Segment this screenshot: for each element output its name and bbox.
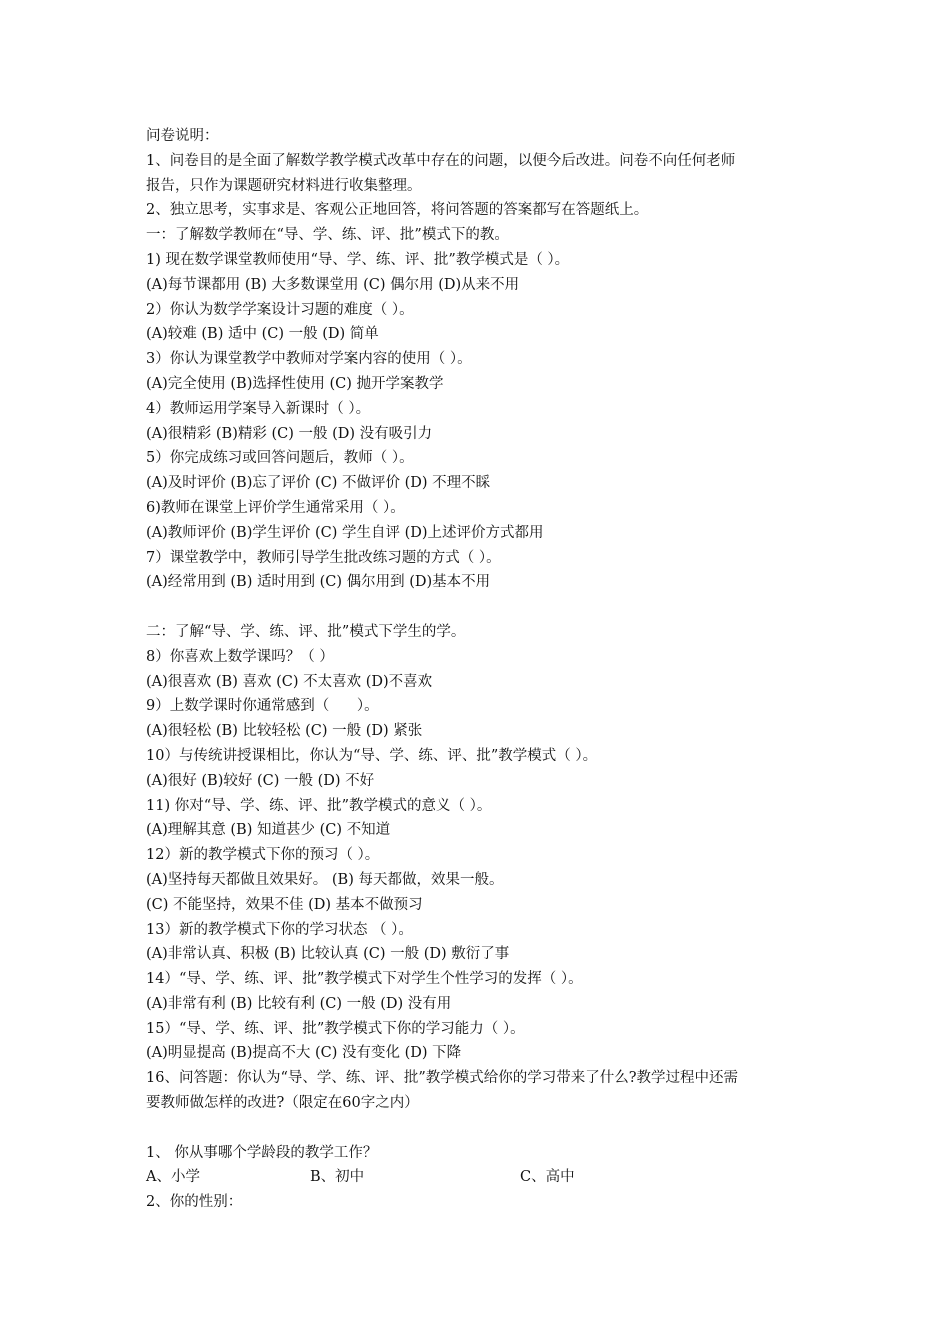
option-primary: A、小学	[146, 1169, 200, 1186]
question-line: 6)教师在课堂上评价学生通常采用（ ）。	[146, 499, 405, 516]
question-line: 8）你喜欢上数学课吗？（ ）	[146, 648, 334, 665]
question-line: 13）新的教学模式下你的学习状态 （ ）。	[146, 921, 413, 938]
option-junior: B、初中	[310, 1169, 365, 1186]
question-line: 12）新的教学模式下你的预习（ ）。	[146, 847, 380, 864]
options-line: (A)每节课都用 (B) 大多数课堂用 (C) 偶尔用 (D)从来不用	[146, 276, 520, 293]
options-line: (A)完全使用 (B)选择性使用 (C) 抛开学案教学	[146, 375, 444, 392]
question-line: 4）教师运用学案导入新课时（ ）。	[146, 400, 371, 417]
blank-line	[146, 595, 826, 620]
section1-title: 一：了解数学教师在“导、学、练、评、批”模式下的教。	[146, 227, 509, 244]
options-line: (A)教师评价 (B)学生评价 (C) 学生自评 (D)上述评价方式都用	[146, 524, 544, 541]
options-line: (A)非常有利 (B) 比较有利 (C) 一般 (D) 没有用	[146, 995, 452, 1012]
question-line: 1) 现在数学课堂教师使用“导、学、练、评、批”教学模式是（ ）。	[146, 251, 570, 268]
intro-line: 1、问卷目的是全面了解数学教学模式改革中存在的问题，以便今后改进。问卷不向任何老师	[146, 152, 736, 169]
intro-heading: 问卷说明：	[146, 128, 219, 144]
question-line: 10）与传统讲授课相比，你认为“导、学、练、评、批”教学模式（ ）。	[146, 747, 598, 764]
section2-title: 二：了解“导、学、练、评、批”模式下学生的学。	[146, 623, 466, 640]
intro-line: 报告，只作为课题研究材料进行收集整理。	[146, 177, 422, 194]
open-question-line: 要教师做怎样的改进?（限定在60字之内）	[146, 1095, 419, 1112]
options-line: (A)较难 (B) 适中 (C) 一般 (D) 简单	[146, 326, 379, 343]
options-line: (A)明显提高 (B)提高不大 (C) 没有变化 (D) 下降	[146, 1045, 462, 1062]
question-line: 11) 你对“导、学、练、评、批”教学模式的意义（ ）。	[146, 797, 492, 814]
question-line: 5）你完成练习或回答问题后，教师（ ）。	[146, 450, 414, 467]
question-line: 14）“导、学、练、评、批”教学模式下对学生个性学习的发挥（ ）。	[146, 971, 583, 988]
question-line: 2）你认为数学学案设计习题的难度（ ）。	[146, 301, 414, 318]
intro-line: 2、独立思考，实事求是、客观公正地回答，将问答题的答案都写在答题纸上。	[146, 202, 649, 219]
option-senior: C、高中	[520, 1169, 575, 1186]
open-question-line: 16、问答题：你认为“导、学、练、评、批”教学模式给你的学习带来了什么?教学过程中还需	[146, 1070, 739, 1087]
blank-line	[146, 1116, 826, 1141]
options-line: (A)理解其意 (B) 知道甚少 (C) 不知道	[146, 822, 391, 839]
question-line: 3）你认为课堂教学中教师对学案内容的使用（ ）。	[146, 351, 472, 368]
options-line: (A)经常用到 (B) 适时用到 (C) 偶尔用到 (D)基本不用	[146, 574, 491, 591]
options-line: (A)很喜欢 (B) 喜欢 (C) 不太喜欢 (D)不喜欢	[146, 673, 433, 690]
options-line: (A)坚持每天都做且效果好。 (B) 每天都做，效果一般。	[146, 871, 504, 888]
teacher-question: 2、你的性别：	[146, 1194, 243, 1211]
school-level-options	[146, 1165, 826, 1190]
question-line: 9）上数学课时你通常感到（ ）。	[146, 698, 379, 715]
options-line: (A)很精彩 (B)精彩 (C) 一般 (D) 没有吸引力	[146, 425, 433, 442]
options-line: (A)很好 (B)较好 (C) 一般 (D) 不好	[146, 772, 375, 789]
options-line: (C) 不能坚持，效果不佳 (D) 基本不做预习	[146, 896, 423, 913]
options-line: (A)很轻松 (B) 比较轻松 (C) 一般 (D) 紧张	[146, 723, 423, 740]
options-line: (A)非常认真、积极 (B) 比较认真 (C) 一般 (D) 敷衍了事	[146, 946, 510, 963]
teacher-question: 1、 你从事哪个学龄段的教学工作？	[146, 1144, 378, 1161]
options-line: (A)及时评价 (B)忘了评价 (C) 不做评价 (D) 不理不睬	[146, 475, 491, 492]
question-line: 7）课堂教学中，教师引导学生批改练习题的方式（ ）。	[146, 549, 501, 566]
questionnaire-body	[146, 124, 826, 1215]
question-line: 15）“导、学、练、评、批”教学模式下你的学习能力（ ）。	[146, 1020, 525, 1037]
